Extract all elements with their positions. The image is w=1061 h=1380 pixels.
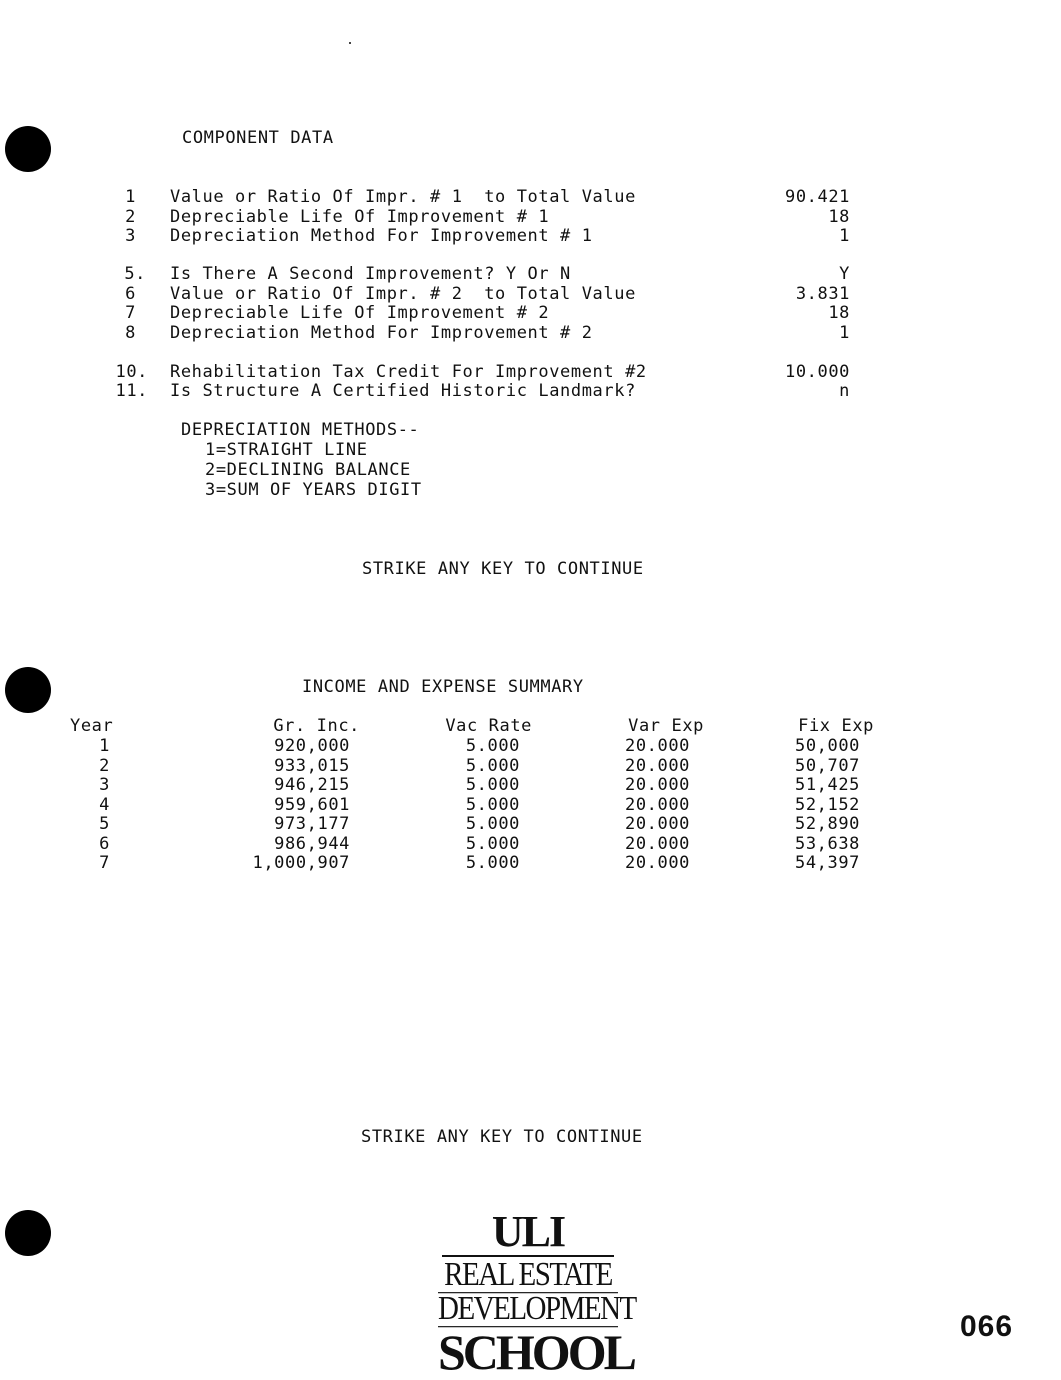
component-row-label: Is There A Second Improvement? Y Or N <box>170 264 571 284</box>
column-header-year: Year <box>70 716 114 736</box>
punch-hole-bottom <box>5 1210 51 1256</box>
component-row-value: Y <box>839 264 850 284</box>
punch-hole-middle <box>5 667 51 713</box>
component-row-number: 6 <box>125 284 136 304</box>
fixed-expense-cell: 52,890 <box>794 814 860 834</box>
gross-income-cell: 1,000,907 <box>252 853 350 873</box>
component-row-value: 1 <box>839 323 850 343</box>
gross-income-cell: 959,601 <box>274 794 350 815</box>
gross-income-cell: 946,215 <box>274 775 350 795</box>
continue-prompt-1: STRIKE ANY KEY TO CONTINUE <box>362 559 644 579</box>
column-header-fixed-expense: Fix Exp <box>798 716 874 736</box>
component-row-label: Value or Ratio Of Impr. # 2 to Total Value <box>170 284 636 304</box>
component-row-value: 10.000 <box>784 362 850 382</box>
vacancy-rate-cell: 5.000 <box>465 736 520 756</box>
component-row-value: 90.421 <box>784 187 850 207</box>
component-row-label: Value or Ratio Of Impr. # 1 to Total Value <box>170 187 636 207</box>
logo-real-estate: REAL ESTATE <box>438 1259 618 1294</box>
component-row-value: 18 <box>828 207 850 227</box>
component-row-label: Depreciable Life Of Improvement # 1 <box>170 207 550 227</box>
uli-logo <box>438 1207 636 1380</box>
vacancy-rate-cell: 5.000 <box>465 853 520 873</box>
component-row-value: 1 <box>839 226 850 246</box>
component-row-number: 11. <box>115 381 148 401</box>
fixed-expense-cell: 54,397 <box>794 853 860 873</box>
vacancy-rate-cell: 5.000 <box>465 775 520 795</box>
punch-hole-top <box>5 126 51 172</box>
variable-expense-cell: 20.000 <box>624 853 690 873</box>
gross-income-cell: 986,944 <box>274 833 350 854</box>
year-cell: 2 <box>99 755 110 776</box>
component-data-title: COMPONENT DATA <box>182 128 334 148</box>
component-row-label: Rehabilitation Tax Credit For Improvement #2 <box>170 362 647 382</box>
page-number: 066 <box>960 1310 1014 1343</box>
income-summary-title: INCOME AND EXPENSE SUMMARY <box>302 677 584 697</box>
column-header-gross-income: Gr. Inc. <box>273 716 360 736</box>
scan-speck <box>349 42 351 44</box>
depreciation-method-item: 3=SUM OF YEARS DIGIT <box>205 480 422 500</box>
year-cell: 7 <box>99 853 110 873</box>
logo-development: DEVELOPMENT <box>438 1290 636 1328</box>
vacancy-rate-cell: 5.000 <box>465 814 520 834</box>
component-row-number: 10. <box>115 362 148 382</box>
vacancy-rate-cell: 5.000 <box>465 794 520 815</box>
vacancy-rate-cell: 5.000 <box>465 833 520 854</box>
fixed-expense-cell: 50,707 <box>794 755 860 776</box>
depreciation-method-item: 2=DECLINING BALANCE <box>205 460 411 480</box>
logo-uli: ULI <box>442 1210 614 1257</box>
column-header-vacancy-rate: Vac Rate <box>445 716 532 736</box>
component-row-label: Depreciation Method For Improvement # 2 <box>170 323 593 343</box>
year-cell: 6 <box>99 833 110 854</box>
variable-expense-cell: 20.000 <box>624 814 690 834</box>
variable-expense-cell: 20.000 <box>624 833 690 854</box>
variable-expense-cell: 20.000 <box>624 755 690 776</box>
component-row-label: Is Structure A Certified Historic Landmark? <box>170 381 636 401</box>
component-row-number: 3 <box>125 226 136 246</box>
component-row-number: 2 <box>125 207 136 227</box>
depreciation-methods-heading: DEPRECIATION METHODS-- <box>181 420 420 440</box>
year-cell: 5 <box>99 814 110 834</box>
component-row-value: n <box>839 381 850 401</box>
variable-expense-cell: 20.000 <box>624 794 690 815</box>
fixed-expense-cell: 50,000 <box>794 736 860 756</box>
component-row-number: 7 <box>125 303 136 323</box>
component-row-value: 3.831 <box>795 284 850 304</box>
year-cell: 1 <box>99 736 110 756</box>
component-row-number: 5. <box>124 264 146 284</box>
column-header-variable-expense: Var Exp <box>628 716 704 736</box>
gross-income-cell: 920,000 <box>274 736 350 756</box>
year-cell: 4 <box>99 794 110 815</box>
gross-income-cell: 973,177 <box>274 814 350 834</box>
logo-school: SCHOOL <box>438 1324 634 1380</box>
gross-income-cell: 933,015 <box>274 755 350 776</box>
fixed-expense-cell: 51,425 <box>794 775 860 795</box>
component-row-number: 1 <box>125 187 136 207</box>
depreciation-method-item: 1=STRAIGHT LINE <box>205 440 368 460</box>
vacancy-rate-cell: 5.000 <box>465 755 520 776</box>
year-cell: 3 <box>99 775 110 795</box>
fixed-expense-cell: 53,638 <box>794 833 860 854</box>
component-row-number: 8 <box>125 323 136 343</box>
continue-prompt-2: STRIKE ANY KEY TO CONTINUE <box>361 1127 643 1147</box>
variable-expense-cell: 20.000 <box>624 775 690 795</box>
component-row-label: Depreciation Method For Improvement # 1 <box>170 226 593 246</box>
variable-expense-cell: 20.000 <box>624 736 690 756</box>
component-row-label: Depreciable Life Of Improvement # 2 <box>170 303 550 323</box>
fixed-expense-cell: 52,152 <box>794 794 860 815</box>
component-row-value: 18 <box>828 303 850 323</box>
